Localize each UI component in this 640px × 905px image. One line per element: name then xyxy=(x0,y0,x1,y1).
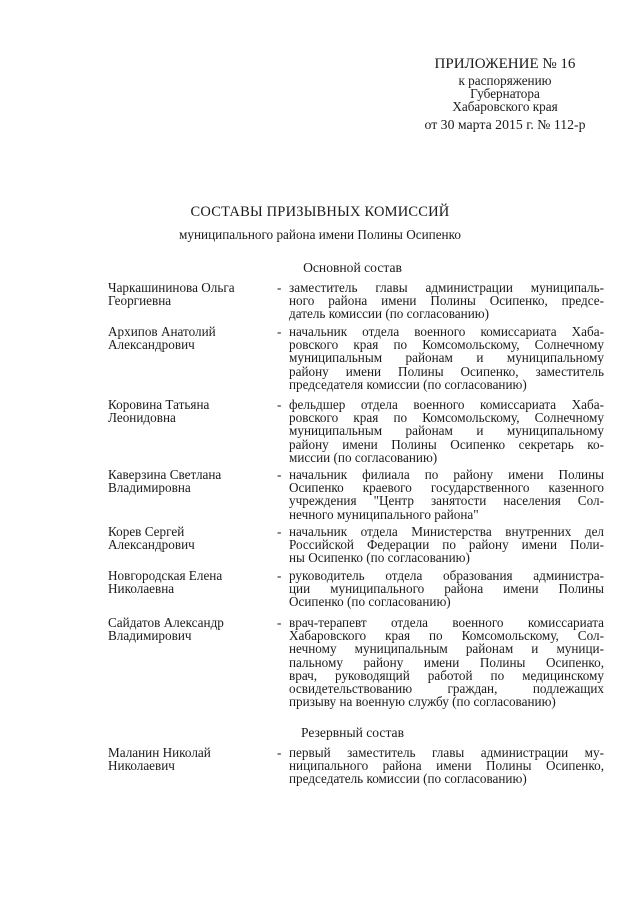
appendix-governor-line: Губернатора xyxy=(470,86,540,101)
member-name-line: Коровина Татьяна xyxy=(108,397,210,412)
member-name-line: Чаркашининова Ольга xyxy=(108,280,235,295)
appendix-region-line: Хабаровского края xyxy=(452,99,558,114)
member-dash: - xyxy=(277,397,282,412)
member-dash: - xyxy=(277,467,282,482)
member-role-line: пальному району имени Полины Осипенко, xyxy=(289,654,604,670)
member-name xyxy=(108,616,268,642)
member-name xyxy=(108,325,268,351)
member-role xyxy=(289,616,604,708)
member-role xyxy=(289,281,604,321)
member-dash: - xyxy=(277,524,282,539)
member-role xyxy=(289,468,604,521)
member-role-line: заместитель главы администрации муниципаль- xyxy=(289,280,604,295)
member-role-line: начальник отдела Министерства внутренних дел xyxy=(289,524,604,539)
member-role-line: району имени Полины Осипенко секретарь ко- xyxy=(289,436,604,452)
section-reserve-label: Резервный состав xyxy=(300,725,405,740)
member-role-line: начальник филиала по району имени Полины xyxy=(289,467,604,482)
member-role-line: врач-терапевт отдела военного комиссариата xyxy=(289,615,604,630)
member-role-line: ного района имени Полины Осипенко, предсе- xyxy=(289,293,604,309)
member-role-line: ровского края по Комсомольскому, Солнечному xyxy=(289,337,604,353)
member-role xyxy=(289,569,604,609)
section-main-label: Основной состав xyxy=(303,260,402,275)
member-name xyxy=(108,281,268,307)
member-name-line: Александрович xyxy=(108,337,195,353)
member-role-line: муниципальным районам и муниципальному xyxy=(289,423,604,439)
member-role-line: ниципального района имени Полины Осипенко, xyxy=(289,758,604,774)
member-role-line: освидетельствованию граждан, подлежащих xyxy=(289,681,604,697)
member-name xyxy=(108,569,268,595)
member-name xyxy=(108,525,268,551)
member-role-line: ровского края по Комсомольскому, Солнечному xyxy=(289,410,604,426)
member-role-line: призыву на военную службу (по согласованию) xyxy=(289,694,556,710)
member-name-line: Новгородская Елена xyxy=(108,568,223,583)
member-role-line: муниципальным районам и муниципальному xyxy=(289,350,604,366)
member-name xyxy=(108,746,268,772)
member-name xyxy=(108,468,268,494)
member-dash: - xyxy=(277,615,282,630)
member-role-line: Российской Федерации по району имени Поли- xyxy=(289,537,604,553)
member-name-line: Николаевна xyxy=(108,581,175,597)
title-sub: муниципального района имени Полины Осипенко xyxy=(179,227,461,242)
member-role-line: ции муниципального района имени Полины xyxy=(289,581,604,597)
member-name-line: Георгиевна xyxy=(108,293,172,309)
member-role-line: фельдшер отдела военного комиссариата Хаба- xyxy=(289,397,604,412)
member-role-line: Осипенко (по согласованию) xyxy=(289,594,451,610)
member-name-line: Владимирович xyxy=(108,628,192,644)
member-dash: - xyxy=(277,745,282,760)
appendix-date-line: от 30 марта 2015 г. № 112-р xyxy=(424,117,586,132)
member-role-line: Хабаровского края по Комсомольскому, Сол- xyxy=(289,628,604,644)
member-role-line: учреждения "Центр занятости населения Сол- xyxy=(289,493,604,509)
member-dash: - xyxy=(277,324,282,339)
member-role-line: руководитель отдела образования администра- xyxy=(289,568,604,583)
member-name-line: Владимировна xyxy=(108,480,191,496)
member-role-line: первый заместитель главы администрации му- xyxy=(289,745,604,760)
appendix-block xyxy=(400,58,610,131)
member-name-line: Маланин Николай xyxy=(108,745,211,760)
member-name-line: Николаевич xyxy=(108,758,175,774)
appendix-number: ПРИЛОЖЕНИЕ № 16 xyxy=(434,56,576,72)
member-role xyxy=(289,746,604,786)
member-name-line: Леонидовна xyxy=(108,410,176,426)
member-role xyxy=(289,398,604,464)
member-role-line: нечного муниципального района" xyxy=(289,506,479,522)
member-role xyxy=(289,525,604,565)
member-role-line: датель комиссии (по согласованию) xyxy=(289,306,489,322)
member-role-line: ны Осипенко (по согласованию) xyxy=(289,550,470,566)
member-role xyxy=(289,325,604,391)
member-name-line: Сайдатов Александр xyxy=(108,615,224,630)
member-role-line: району имени Полины Осипенко, заместитель xyxy=(289,363,604,379)
title-main: СОСТАВЫ ПРИЗЫВНЫХ КОМИССИЙ xyxy=(190,204,450,220)
member-dash: - xyxy=(277,568,282,583)
member-role-line: миссии (по согласованию) xyxy=(289,449,438,465)
document-title xyxy=(0,204,640,243)
member-role-line: врач, руководящий работой по медицинскому xyxy=(289,667,604,683)
appendix-order-line: к распоряжению xyxy=(458,73,552,88)
member-role-line: председатель комиссии (по согласованию) xyxy=(289,771,527,787)
member-name-line: Архипов Анатолий xyxy=(108,324,216,339)
member-dash: - xyxy=(277,280,282,295)
member-role-line: нечному муниципальным районам и муници- xyxy=(289,641,604,657)
member-name-line: Корев Сергей xyxy=(108,524,185,539)
member-role-line: начальник отдела военного комиссариата Хаба- xyxy=(289,324,604,339)
member-name-line: Александрович xyxy=(108,537,195,553)
member-name xyxy=(108,398,268,424)
member-name-line: Каверзина Светлана xyxy=(108,467,222,482)
member-role-line: председателя комиссии (по согласованию) xyxy=(289,376,527,392)
member-role-line: Осипенко краевого государственного казенного xyxy=(289,480,604,496)
